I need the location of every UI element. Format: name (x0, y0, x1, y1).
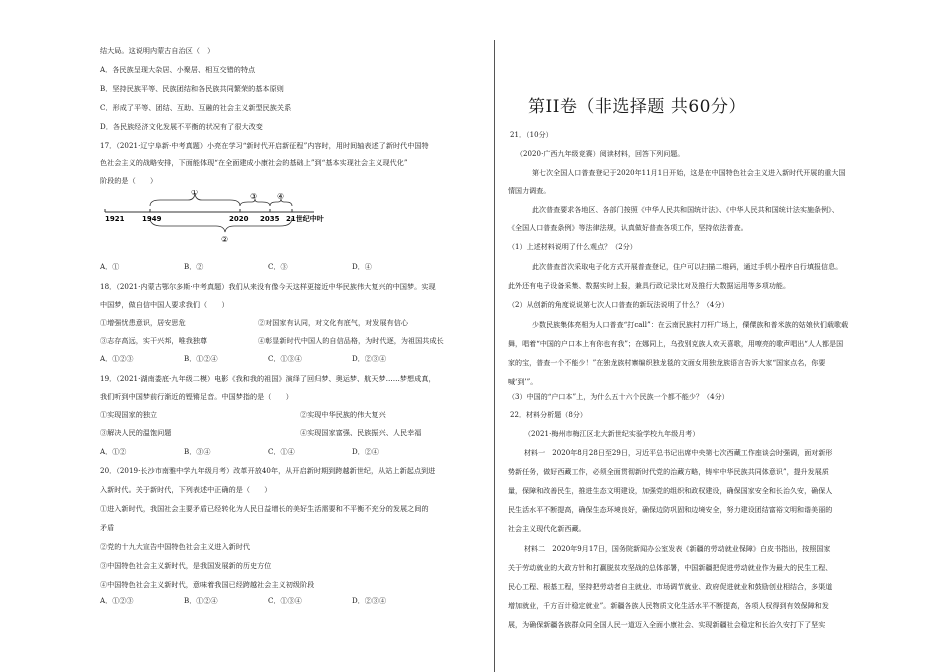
q21-material-8: 舞，唱着“中国的户口本上有你也有我”；在娜同上，乌孜别克族人欢天喜歌，用嘹亮的歌声唱出“人人都是国 (508, 340, 844, 348)
q18-option-a: A．①②③ (100, 354, 134, 363)
q21-material-10: 喊‘到’”。 (508, 378, 538, 386)
q19-stem-2: 我们听到中国梦前行渐近的铿锵足音。中国梦指的是（ ） (100, 392, 293, 401)
q21-material-6: 此外还有电子设备采集、数据实时上报，兼具行政记录比对及推行大数据运用等多项功能。 (508, 282, 790, 290)
year-2035: 2035 (260, 215, 280, 223)
q22-m1-line-1: 材料一 2020年8月28日至29日，习近平总书记出席中央第七次西藏工作座谈会时强调，面对新形 (524, 449, 833, 457)
q21-material-1: 第七次全国人口普查登记于2020年11月1日开始，这是在中国特色社会主义进入新时代开展的重大国 (532, 169, 846, 177)
q17-option-b: B．② (184, 262, 204, 271)
q17-option-d: D．④ (352, 262, 372, 271)
q16-option-a: A．各民族呈现大杂居、小聚居、相互交错的特点 (100, 65, 256, 74)
year-mid-century: 21世纪中叶 (286, 215, 324, 223)
q18-stem-2: 中国梦，做自信中国人要求我们（ ） (100, 300, 229, 309)
mark-2: ② (221, 235, 229, 244)
q22-m2-line-2: 关于劳动就业的大政方针和打赢脱贫攻坚战的总体部署，中国新疆把促进劳动就业作为最大的民生工程、 (508, 564, 833, 572)
q17-stem-1: 17．（2021·辽宁阜新·中考真题）小亮在学习“新时代开启新征程”内容时，用时间轴表述了新时代中国特 (100, 141, 429, 150)
q22-m1-line-3: 量，保障和改善民生，推进生态文明建设，加强党的组织和政权建设，确保国家安全和长治久安，确保人 (508, 487, 833, 495)
timeline-figure (100, 190, 340, 248)
q19-option-b: B．③④ (184, 447, 211, 456)
q22-m2-line-5: 展，为确保新疆各族群众同全国人民一道迈入全面小康社会、实现新疆社会稳定和长治久安打下了坚实 (508, 621, 826, 629)
q17-option-c: C．③ (268, 262, 288, 271)
q21-heading: 21．（10分） (510, 131, 553, 139)
q20-option-a: A．①②③ (100, 596, 134, 605)
year-1949: 1949 (142, 215, 162, 223)
year-2020: 2020 (229, 215, 249, 223)
q17-stem-3: 阶段的是（ ） (100, 176, 158, 185)
q16-tail: 结大局。这说明内蒙古自治区（ ） (100, 46, 215, 55)
section-title: 第II卷（非选择题 共60分） (528, 97, 746, 117)
q21-material-9: 家的宝，普查一个不能少！”在独龙族村寨编织独龙毯的文面女用独龙族语言告诉大家“国家点名，你要 (508, 359, 826, 367)
q21-question-1: （1）上述材料说明了什么观点？（2分） (508, 243, 637, 251)
q18-option-d: D．②③④ (352, 354, 387, 363)
q16-option-c: C．形成了平等、团结、互助、互融的社会主义新型民族关系 (100, 103, 292, 112)
page-divider (494, 40, 495, 672)
q19-item-4: ④实现国家富强、民族振兴、人民幸福 (300, 428, 422, 437)
q21-question-2: （2）从创新的角度说说第七次人口普查的新玩法说明了什么？（4分） (508, 301, 729, 309)
q18-item-4: ④彰显新时代中国人的自信品格，为时代逐，为祖国共成长 (258, 336, 444, 345)
q21-source: （2020·广西九年级竞赛）阅读材料，回答下列问题。 (516, 150, 685, 158)
q20-option-d: D．②③④ (352, 596, 387, 605)
q22-m2-line-3: 民心工程、根基工程，坚持把劳动者自主就业、市场调节就业、政府促进就业和鼓励创业相结合，多渠道 (508, 583, 833, 591)
year-1921: 1921 (105, 215, 125, 223)
mark-3: ③ (250, 192, 258, 201)
q22-m2-line-4: 增加就业，千方百计稳定就业”。新疆各族人民物质文化生活水平不断提高，各项人权得到有效保障和发 (508, 602, 829, 610)
q19-option-a: A．①② (100, 447, 127, 456)
q21-material-4: 《全国人口普查条例》等法律法规，认真做好普查各项工作，坚持依法普查。 (508, 224, 748, 232)
q20-option-c: C．①③④ (268, 596, 302, 605)
mark-1: ① (191, 190, 199, 197)
q20-item-1a: ①进入新时代，我国社会主要矛盾已经转化为人民日益增长的美好生活需要和不平衡不充分的发展之间的 (100, 504, 429, 513)
q19-item-2: ②实现中华民族的伟大复兴 (300, 410, 386, 419)
q21-material-3: 此次普查要求各地区、各部门按照《中华人民共和国统计法》、《中华人民共和国统计法实施条例》、 (532, 206, 839, 214)
q19-item-1: ①实现国家的独立 (100, 410, 158, 419)
q18-stem-1: 18．（2021·内蒙古鄂尔多斯·中考真题）我们从来没有像今天这样更接近中华民族伟大复兴的中国梦。实现 (100, 282, 436, 291)
q21-material-7: 少数民族集体亮相为人口普查“打call”：在云南民族村刀杆广场上，傈僳族和普米族的姑娘伙们载歌载 (532, 321, 849, 329)
q22-source: （2021·梅州市梅江区北大新世纪实验学校九年级月考） (524, 430, 700, 438)
q21-material-5: 此次普查首次采取电子化方式开展普查登记，住户可以扫描二维码，通过手机小程序自行填报信息。 (532, 263, 843, 271)
q19-item-3: ③解决人民的温饱问题 (100, 428, 172, 437)
q22-m1-line-2: 势新任务，做好西藏工作，必须全面贯彻新时代党的治藏方略，铸牢中华民族共同体意识”，提升发展质 (508, 468, 829, 476)
q18-item-2: ②对国家有认同，对文化有底气，对发展有信心 (258, 318, 409, 327)
q16-option-b: B．坚持民族平等、民族团结和各民族共同繁荣的基本原则 (100, 84, 284, 93)
q22-m1-line-5: 社会主义现代化新西藏。 (508, 525, 586, 533)
left-column (100, 0, 482, 672)
q17-stem-2: 色社会主义的战略安排，下面能体现“在全面建成小康社会的基础上”到“基本实现社会主义现代化” (100, 158, 408, 167)
q20-option-b: B．①②④ (184, 596, 218, 605)
q20-item-2: ②党的十九大宣告中国特色社会主义进入新时代 (100, 542, 251, 551)
q19-option-c: C．①④ (268, 447, 295, 456)
q20-item-1b: 矛盾 (100, 523, 115, 532)
q20-stem-2: 入新时代。关于新时代，下列表述中正确的是（ ） (100, 485, 272, 494)
right-column (508, 0, 903, 672)
q17-option-a: A．① (100, 262, 120, 271)
q19-option-d: D．②④ (352, 447, 379, 456)
q19-stem-1: 19．（2021·湖南娄底·九年级二模）电影《我和我的祖国》演绎了回归梦、奥运梦、航天梦……梦想成真， (100, 374, 436, 383)
q20-item-4: ④中国特色社会主义新时代，意味着我国已经跨越社会主义初级阶段 (100, 580, 315, 589)
q21-material-2: 情国力调查。 (508, 187, 551, 195)
q22-heading: 22．材料分析题（8分） (510, 411, 587, 419)
q18-option-c: C．①③④ (268, 354, 302, 363)
mark-4: ④ (277, 192, 285, 201)
q21-question-3: （3）中国的“户口本”上，为什么五十六个民族一个都不能少？（4分） (508, 393, 729, 401)
q18-option-b: B．①②④ (184, 354, 218, 363)
q20-stem-1: 20．（2019·长沙市南雅中学九年级月考）改革开放40年，从开启新时期到跨越新世纪，从站上新起点到进 (100, 466, 436, 475)
q16-option-d: D．各民族经济文化发展不平衡的状况有了很大改变 (100, 122, 263, 131)
q22-m2-line-1: 材料二 2020年9月17日，国务院新闻办公室发表《新疆的劳动就业保障》白皮书指出，按照国家 (524, 545, 831, 553)
q18-item-1: ①增强忧患意识，居安思危 (100, 318, 186, 327)
q22-m1-line-4: 民生活水平不断提高，确保生态环境良好，确保边防巩固和边境安全，努力建设团结富裕文明和谐美丽的 (508, 506, 833, 514)
q20-item-3: ③中国特色社会主义新时代，是我国发展新的历史方位 (100, 561, 272, 570)
q18-item-3: ③志存高远，实干兴邦，唯我独尊 (100, 336, 208, 345)
